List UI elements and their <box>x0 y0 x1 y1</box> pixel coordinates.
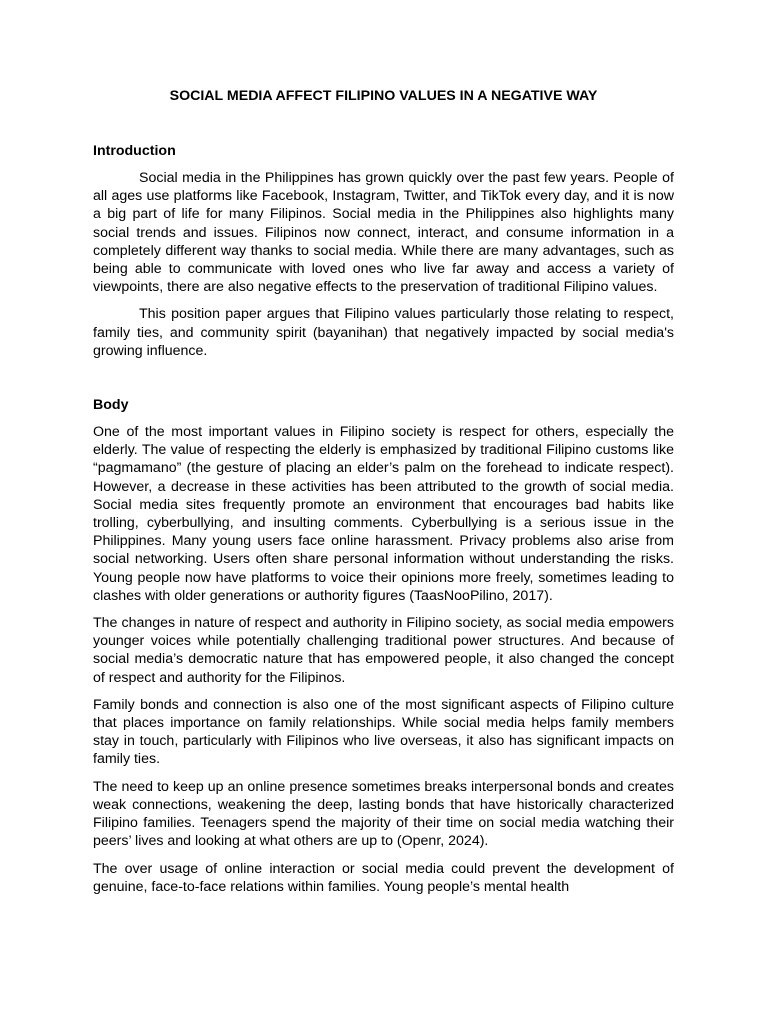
introduction-heading: Introduction <box>93 143 176 159</box>
body-paragraph-1: One of the most important values in Filipino society is respect for others, especially the elderly. The value of respecting the elderly is emphasized by traditional Filipino customs like “pagmamano” (the gesture of placing an elder’s palm on the forehead to indicate respect). However, a decrease in these activities has been attributed to the growth of social media. Social media sites frequently promote an environment that encourages bad habits like trolling, cyberbullying, and insulting comments. Cyberbullying is a serious issue in the Philippines. Many young users face online harassment. Privacy problems also arise from social networking. Users often share personal information without understanding the risks. Young people now have platforms to voice their opinions more freely, sometimes leading to clashes with older generations or authority figures (TaasNooPilino, 2017). <box>93 424 674 604</box>
introduction-paragraph-1: Social media in the Philippines has grown quickly over the past few years. People of all ages use platforms like Facebook, Instagram, Twitter, and TikTok every day, and it is now a big part of life for many Filipinos. Social media in the Philippines also highlights many social trends and issues. Filipinos now connect, interact, and consume information in a completely different way thanks to social media. While there are many advantages, such as being able to communicate with loved ones who live far away and access a variety of viewpoints, there are also negative effects to the preservation of traditional Filipino values. <box>93 170 674 296</box>
introduction-paragraph-2: This position paper argues that Filipino values particularly those relating to respect, family ties, and community spirit (bayanihan) that negatively impacted by social media's growing influence. <box>93 306 674 359</box>
body-paragraph-3: Family bonds and connection is also one of the most significant aspects of Filipino culture that places importance on family relationships. While social media helps family members stay in touch, particularly with Filipinos who live overseas, it also has significant impacts on family ties. <box>93 696 674 768</box>
document-page <box>93 86 674 905</box>
body-paragraph-2: The changes in nature of respect and authority in Filipino society, as social media empowers younger voices while potentially challenging traditional power structures. And because of social media’s democratic nature that has empowered people, it also changed the concept of respect and authority for the Filipinos. <box>93 615 674 686</box>
body-paragraph-5: The over usage of online interaction or social media could prevent the development of genuine, face-to-face relations within families. Young people’s mental health <box>93 860 674 895</box>
body-paragraph-4: The need to keep up an online presence sometimes breaks interpersonal bonds and creates weak connections, weakening the deep, lasting bonds that have historically characterized Filipino families. Teenagers spend the majority of their time on social media watching their peers’ lives and looking at what others are up to (Openr, 2024). <box>93 778 674 850</box>
document-title: SOCIAL MEDIA AFFECT FILIPINO VALUES IN A NEGATIVE WAY <box>169 88 598 104</box>
body-heading: Body <box>93 397 129 414</box>
